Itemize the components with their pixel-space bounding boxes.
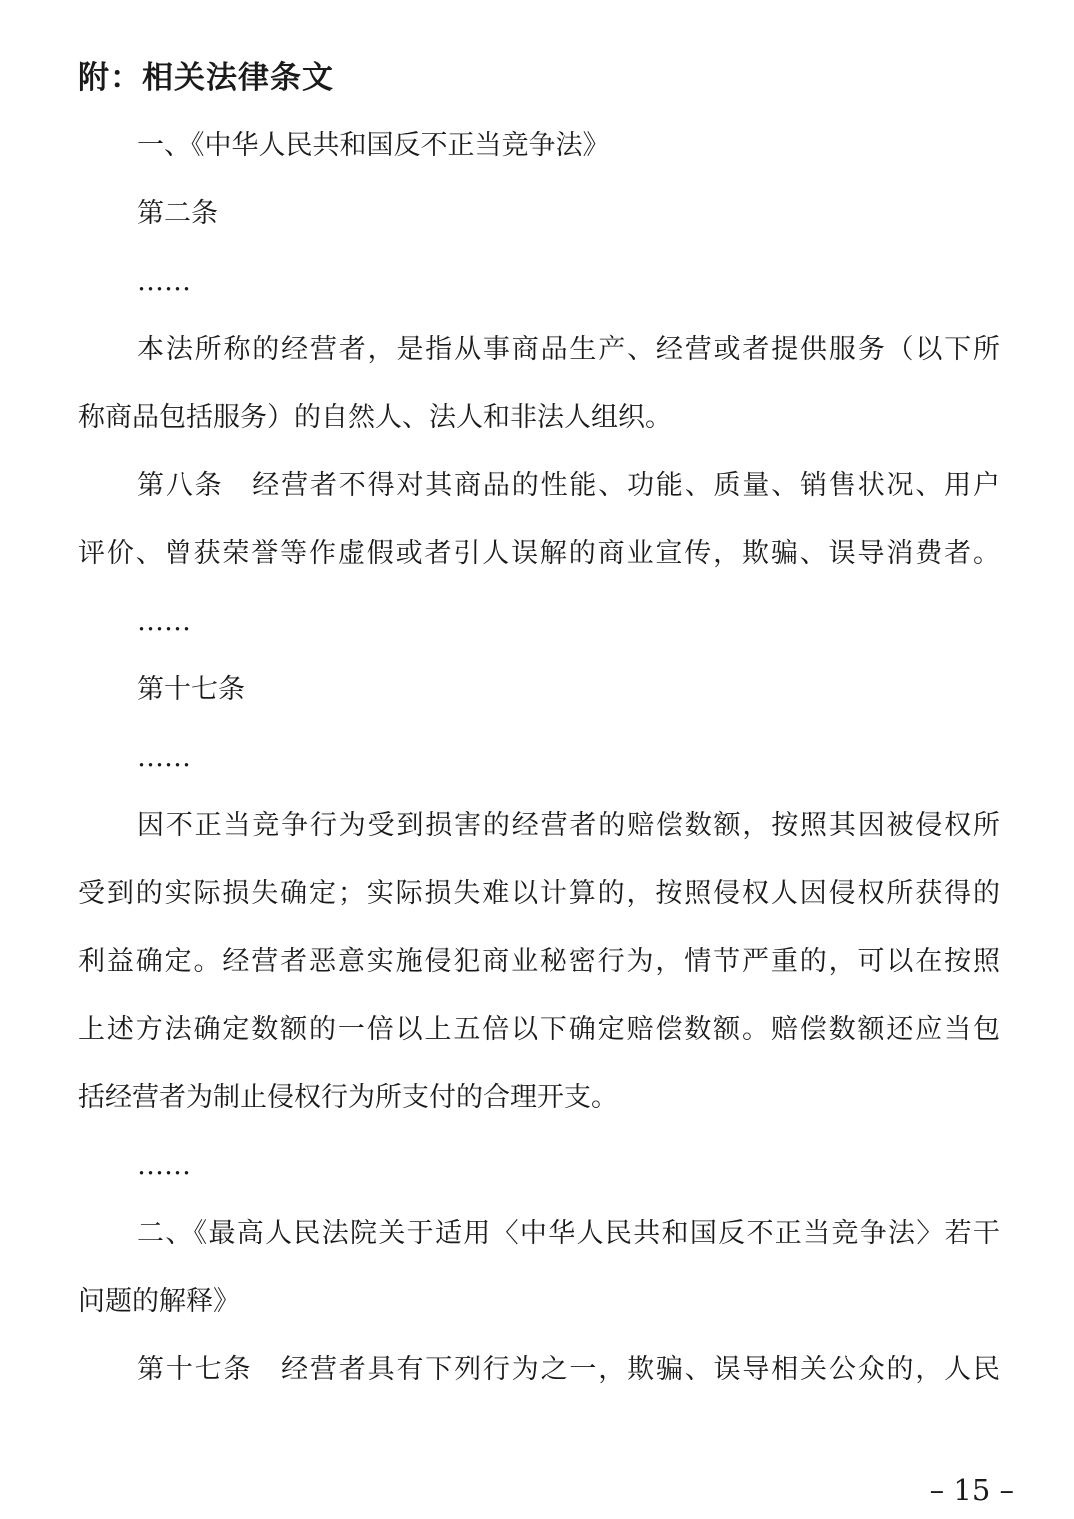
ellipsis-line: …… xyxy=(137,742,191,773)
article-17-text-line-3: 利益确定。经营者恶意实施侵犯商业秘密行为，情节严重的，可以在按照 xyxy=(78,946,1000,977)
article-17-label: 第十七条 xyxy=(137,674,245,705)
document-body xyxy=(78,44,1000,1404)
article-17-text-line-5: 括经营者为制止侵权行为所支付的合理开支。 xyxy=(78,1082,618,1113)
article-2-text-line-1: 本法所称的经营者，是指从事商品生产、经营或者提供服务（以下所 xyxy=(137,334,1000,365)
law2-article-17-text-line-1: 第十七条 经营者具有下列行为之一，欺骗、误导相关公众的，人民 xyxy=(137,1354,1000,1385)
ellipsis-line: …… xyxy=(137,266,191,297)
article-17-text-line-4: 上述方法确定数额的一倍以上五倍以下确定赔偿数额。赔偿数额还应当包 xyxy=(78,1014,1000,1045)
article-8-text-line-1: 第八条 经营者不得对其商品的性能、功能、质量、销售状况、用户 xyxy=(137,470,1000,501)
law2-title-line-1: 二、《最高人民法院关于适用〈中华人民共和国反不正当竞争法〉若干 xyxy=(137,1218,1000,1249)
article-2-text-line-2: 称商品包括服务）的自然人、法人和非法人组织。 xyxy=(78,402,672,433)
ellipsis-line: …… xyxy=(137,606,191,637)
article-17-text-line-1: 因不正当竞争行为受到损害的经营者的赔偿数额，按照其因被侵权所 xyxy=(137,810,1000,841)
article-17-text-line-2: 受到的实际损失确定；实际损失难以计算的，按照侵权人因侵权所获得的 xyxy=(78,878,1000,909)
ellipsis-line: …… xyxy=(137,1150,191,1181)
law2-title-line-2: 问题的解释》 xyxy=(78,1286,240,1317)
law1-title-line: 一、《中华人民共和国反不正当竞争法》 xyxy=(137,130,610,161)
page-number: – 15 – xyxy=(929,1473,1014,1507)
article-2-label: 第二条 xyxy=(137,198,218,229)
article-8-text-line-2: 评价、曾获荣誉等作虚假或者引人误解的商业宣传，欺骗、误导消费者。 xyxy=(78,538,1000,569)
attachment-heading: 附：相关法律条文 xyxy=(78,60,334,95)
